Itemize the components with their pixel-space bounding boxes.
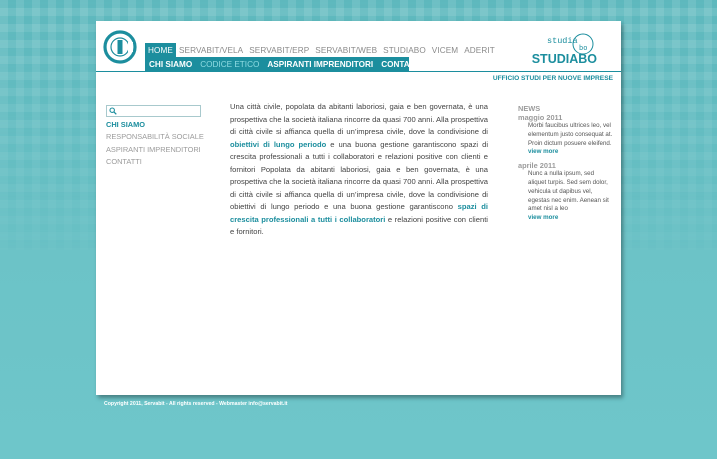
nav-item-servabit-vela[interactable]: SERVABIT/VELA bbox=[178, 45, 244, 55]
side-menu bbox=[106, 119, 204, 168]
search-box bbox=[106, 105, 201, 117]
sidebar-item-aspiranti-imprenditori[interactable]: ASPIRANTI IMPRENDITORI bbox=[106, 144, 201, 154]
logo-circle-icon[interactable] bbox=[103, 30, 137, 64]
subnav-item-chi-siamo[interactable]: CHI SIAMO bbox=[149, 59, 193, 69]
sidebar-item-contatti[interactable]: CONTATTI bbox=[106, 156, 142, 166]
tagline: UFFICIO STUDI PER NUOVE IMPRESE bbox=[492, 75, 613, 82]
main-nav bbox=[145, 43, 498, 57]
subnav-item-contatti[interactable]: CONTATTI bbox=[381, 59, 422, 69]
page-container bbox=[96, 21, 621, 395]
subnav-item-codice-etico[interactable]: CODICE ETICO bbox=[200, 59, 260, 69]
news-date: maggio 2011 bbox=[518, 113, 563, 122]
news-item bbox=[528, 122, 613, 157]
brand-logo-text: studia bbox=[547, 36, 578, 46]
main-content bbox=[230, 101, 488, 239]
news-date: aprile 2011 bbox=[518, 161, 556, 171]
content-highlight: spazi di crescita professionali a tutti i collaboratori bbox=[230, 202, 488, 224]
content-text: Una città civile, popolata da abitanti laboriosi, gaia e ben governata, è una prospettiva che la società italiana rincorre da quasi 700 anni. Alla prospettiva di città civile si affianca quella di un’impresa civile, dove la condivisione di bbox=[230, 102, 488, 136]
view-more-link[interactable]: view more bbox=[528, 148, 559, 156]
news-text: Nunc a nulla ipsum, sed aliquet turpis. Sed sem dolor, vehicula ut dapibus vel, egestas nec enim. Aenean sit amet nisl a leo bbox=[528, 170, 609, 213]
footer-copyright: Copyright 2011, Servabit - All rights reserved - Webmaster info@servabit.it bbox=[104, 401, 288, 407]
nav-item-home[interactable]: HOME bbox=[145, 43, 176, 58]
news-panel bbox=[518, 104, 613, 227]
subnav-item-aspiranti-imprenditori[interactable]: ASPIRANTI IMPRENDITORI bbox=[267, 59, 374, 69]
brand-name: STUDIABO bbox=[531, 52, 597, 66]
content-highlight: obiettivi di lungo periodo bbox=[230, 139, 327, 149]
view-more-link[interactable]: view more bbox=[528, 214, 559, 222]
brand-logo-suffix: bo bbox=[579, 45, 588, 53]
news-text: Morbi faucibus ultrices leo, vel elementum justo consequat at. Proin dictum posuere eleifend. bbox=[528, 122, 613, 147]
sidebar-item-responsabilita-sociale[interactable]: RESPONSABILITÀ SOCIALE bbox=[106, 132, 204, 142]
nav-item-servabit-web[interactable]: SERVABIT/WEB bbox=[315, 45, 378, 55]
nav-item-aderit[interactable]: ADERIT bbox=[464, 45, 495, 55]
nav-item-servabit-erp[interactable]: SERVABIT/ERP bbox=[249, 45, 310, 55]
search-icon[interactable] bbox=[109, 107, 117, 115]
search-input[interactable] bbox=[119, 106, 197, 116]
sub-nav bbox=[145, 57, 422, 71]
content-text: e relazioni positive con clienti e fornitori. bbox=[230, 214, 488, 236]
header-divider bbox=[96, 71, 621, 72]
content-text: e una buona gestione garantiscono spazi di crescita professionali a tutti i collaboratori e relazioni positive con clienti e fornitori Popolata da abitanti laboriosi, gaia e ben governata, è una prospettiva che la società italiana rincorre da quasi 700 anni. Alla prospettiva di città civile si affianca quella di un’impresa civile, dove la condivisione di obiettivi di lungo periodo e una buona gestione garantiscono bbox=[230, 139, 489, 211]
nav-item-studiabo[interactable]: STUDIABO bbox=[383, 45, 426, 55]
sidebar-item-chi-siamo[interactable]: CHI SIAMO bbox=[106, 120, 146, 129]
news-title: NEWS bbox=[518, 104, 541, 113]
news-item bbox=[528, 170, 613, 223]
nav-item-vicem[interactable]: VICEM bbox=[431, 45, 459, 55]
